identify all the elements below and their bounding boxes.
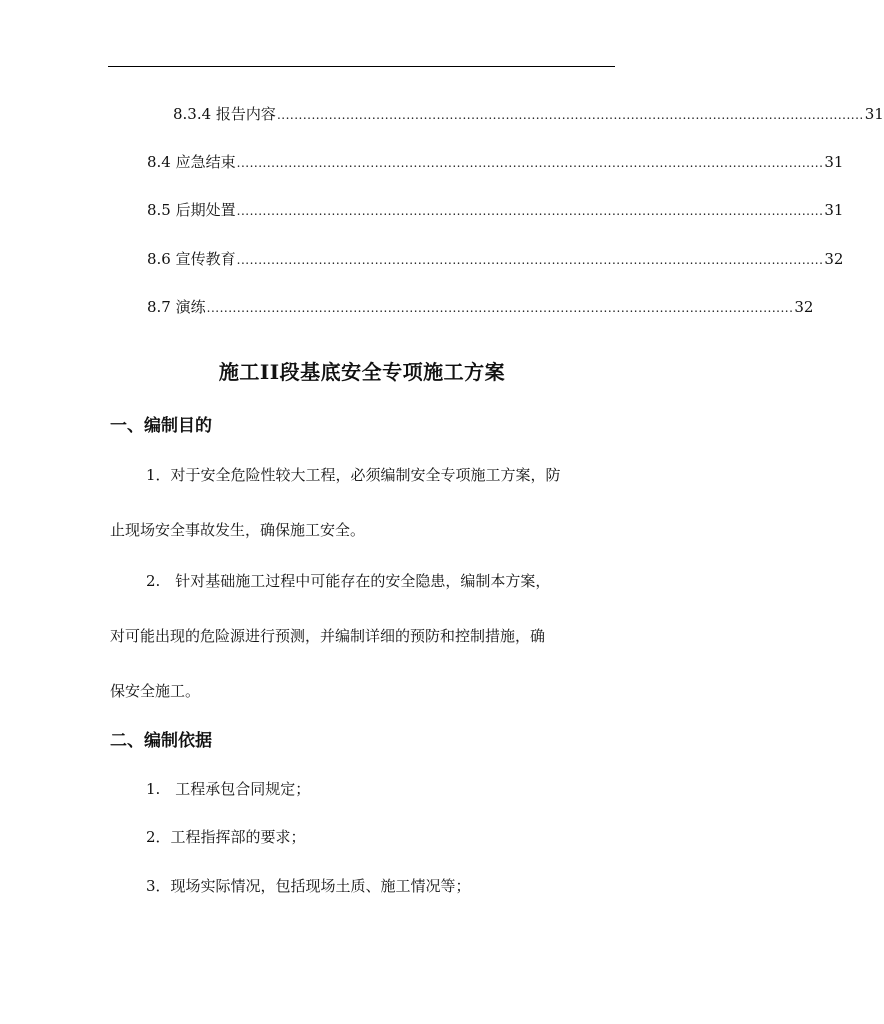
toc-entry[interactable] — [147, 297, 814, 318]
paragraph-line: 1．对于安全危险性较大工程，必须编制安全专项施工方案，防 — [146, 466, 561, 484]
toc-leader-dots: ........................................................................................................................................ — [236, 204, 824, 218]
toc-leader-dots: ........................................................................................................................................ — [206, 301, 794, 315]
toc-entry[interactable] — [147, 152, 844, 173]
toc-entry-label: 8.5 后期处置 — [147, 201, 236, 219]
paragraph-line: 3．现场实际情况，包括现场土质、施工情况等； — [146, 877, 471, 895]
toc-entry-label: 8.6 宣传教育 — [147, 250, 236, 268]
paragraph-line: 保安全施工。 — [110, 682, 201, 700]
section-heading: 一、编制目的 — [110, 416, 212, 436]
section-heading: 二、编制依据 — [110, 731, 212, 751]
paragraph-line: 止现场安全事故发生，确保施工安全。 — [110, 521, 366, 539]
toc-entry-page: 31 — [864, 105, 884, 123]
paragraph-line: 2. 针对基础施工过程中可能存在的安全隐患，编制本方案， — [146, 572, 551, 590]
toc-entry-label: 8.7 演练 — [147, 298, 206, 316]
toc-entry-page: 31 — [824, 201, 844, 219]
paragraph-line: 1. 工程承包合同规定； — [146, 780, 311, 798]
toc-leader-dots: ........................................................................................................................................ — [276, 108, 864, 122]
toc-entry-label: 8.4 应急结束 — [147, 153, 236, 171]
toc-entry-page: 32 — [824, 250, 844, 268]
toc-leader-dots: ........................................................................................................................................ — [236, 156, 824, 170]
toc-entry-label: 8.3.4 报告内容 — [173, 105, 276, 123]
toc-entry-page: 32 — [794, 298, 814, 316]
toc-entry[interactable] — [147, 200, 844, 221]
paragraph-line: 对可能出现的危险源进行预测，并编制详细的预防和控制措施，确 — [110, 627, 546, 645]
document-title: 施工II段基底安全专项施工方案 — [218, 360, 506, 384]
toc-entry-page: 31 — [824, 153, 844, 171]
header-rule — [108, 66, 615, 67]
paragraph-line: 2．工程指挥部的要求； — [146, 828, 306, 846]
toc-leader-dots: ........................................................................................................................................ — [236, 253, 824, 267]
toc-entry[interactable] — [173, 104, 884, 125]
toc-entry[interactable] — [147, 249, 844, 270]
